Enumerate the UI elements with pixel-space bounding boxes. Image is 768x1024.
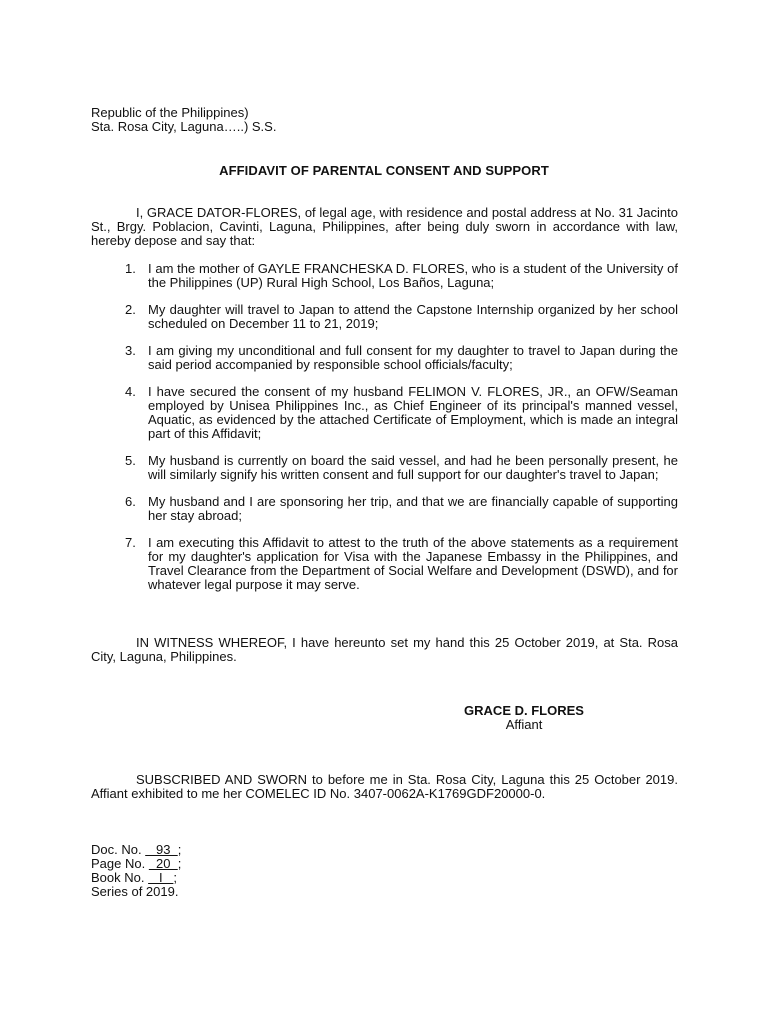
doc-number-line (91, 843, 181, 857)
statement-text: My husband and I are sponsoring her trip, and that we are financially capable of supporting her stay abroad; (148, 494, 678, 523)
doc-number-end: ; (177, 842, 182, 857)
statement-item (91, 495, 678, 523)
statement-item (91, 454, 678, 482)
book-number-line (91, 871, 181, 885)
doc-number-value: 93 (145, 842, 178, 857)
statement-number: 3. (125, 343, 136, 358)
book-number-label: Book No. (91, 870, 145, 885)
doc-number-label: Doc. No. (91, 842, 142, 857)
venue-line-country: Republic of the Philippines) (91, 105, 249, 120)
book-number-end: ; (173, 870, 178, 885)
statement-number: 4. (125, 384, 136, 399)
document-title: AFFIDAVIT OF PARENTAL CONSENT AND SUPPORT (219, 163, 549, 178)
book-number-value: I (148, 870, 174, 885)
notarial-register (91, 843, 181, 899)
statement-text: I have secured the consent of my husband FELIMON V. FLORES, JR., an OFW/Seaman employed by Unisea Philippines Inc., as Chief Engineer of its principal's manned vessel, Aquatic, as evidenced by the attached Certificate of Employment, which is made an integral part of this Affidavit; (148, 384, 678, 441)
series-line: Series of 2019. (91, 884, 179, 899)
page-number-label: Page No. (91, 856, 146, 871)
page-number-value: 20 (148, 856, 178, 871)
statement-item (91, 303, 678, 331)
statement-text: I am executing this Affidavit to attest to the truth of the above statements as a requirement for my daughter's application for Visa with the Japanese Embassy in the Philippines, and Travel Clearance from the Department of Social Welfare and Development (DSWD), and for whatever legal purpose it may serve. (148, 535, 678, 592)
statement-number: 5. (125, 453, 136, 468)
statement-number: 6. (125, 494, 136, 509)
page-number-end: ; (177, 856, 182, 871)
venue-header (91, 106, 276, 134)
statement-item (91, 344, 678, 372)
page-number-line (91, 857, 181, 871)
affiant-name: GRACE D. FLORES (464, 703, 584, 718)
statement-text: My husband is currently on board the said vessel, and had he been personally present, he will similarly signify his written consent and full support for our daughter's travel to Japan; (148, 453, 678, 482)
affiant-role: Affiant (505, 717, 543, 732)
statement-number: 1. (125, 261, 136, 276)
statement-item (91, 385, 678, 441)
statement-text: My daughter will travel to Japan to attend the Capstone Internship organized by her school scheduled on December 11 to 21, 2019; (148, 302, 678, 331)
statement-number: 2. (125, 302, 136, 317)
signature-block (440, 704, 608, 732)
jurat-paragraph: SUBSCRIBED AND SWORN to before me in Sta. Rosa City, Laguna this 25 October 2019. Affiant exhibited to me her COMELEC ID No. 3407-0062A-K1769GDF20000-0. (91, 772, 678, 801)
statement-text: I am the mother of GAYLE FRANCHESKA D. FLORES, who is a student of the University of the Philippines (UP) Rural High School, Los Baños, Laguna; (148, 261, 678, 290)
intro-paragraph: I, GRACE DATOR-FLORES, of legal age, with residence and postal address at No. 31 Jacinto St., Brgy. Poblacion, Cavinti, Laguna, Philippines, after being duly sworn in accordance with law, hereby depose and say that: (91, 205, 678, 248)
statement-number: 7. (125, 535, 136, 550)
venue-line-city: Sta. Rosa City, Laguna…..) S.S. (91, 119, 277, 134)
statement-text: I am giving my unconditional and full consent for my daughter to travel to Japan during the said period accompanied by responsible school officials/faculty; (148, 343, 678, 372)
statement-item (91, 262, 678, 290)
statement-item (91, 536, 678, 592)
witness-paragraph: IN WITNESS WHEREOF, I have hereunto set my hand this 25 October 2019, at Sta. Rosa City, Laguna, Philippines. (91, 635, 678, 664)
statement-list (91, 262, 678, 605)
